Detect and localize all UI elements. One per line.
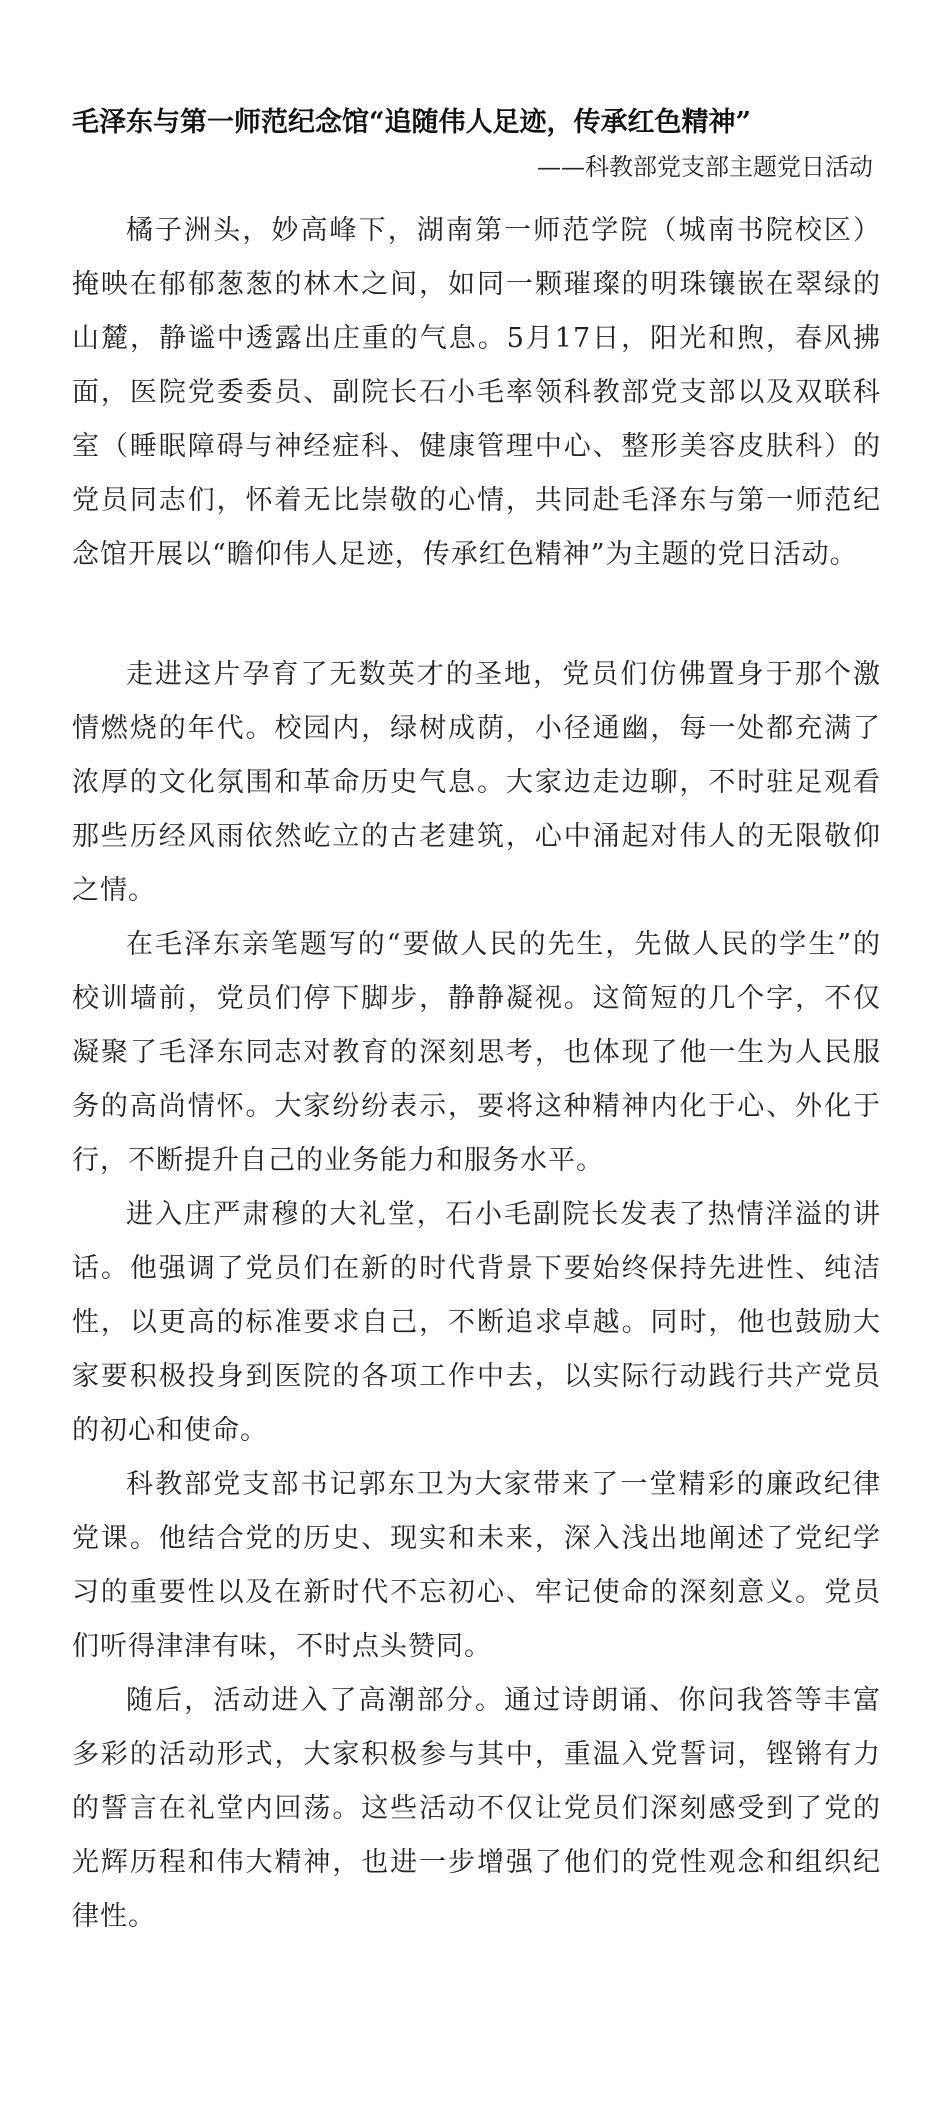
paragraph-intro: 橘子洲头，妙高峰下，湖南第一师范学院（城南书院校区）掩映在郁郁葱葱的林木之间，如同一颗璀璨的明珠镶嵌在翠绿的山麓，静谧中透露出庄重的气息。5月17日，阳光和煦，春风拂面，医院党委委员、副院长石小毛率领科教部党支部以及双联科室（睡眠障碍与神经症科、健康管理中心、整形美容皮肤科）的党员同志们，怀着无比崇敬的心情，共同赴毛泽东与第一师范纪念馆开展以“瞻仰伟人足迹，传承红色精神”为主题的党日活动。 xyxy=(72,215,881,570)
article-title: 毛泽东与第一师范纪念馆“追随伟人足迹，传承红色精神” xyxy=(72,107,752,138)
paragraph-campus: 走进这片孕育了无数英才的圣地，党员们仿佛置身于那个激情燃烧的年代。校园内，绿树成荫，小径通幽，每一处都充满了浓厚的文化氛围和革命历史气息。大家边走边聊，不时驻足观看那些历经风雨依然屹立的古老建筑，心中涌起对伟人的无限敬仰之情。 xyxy=(72,659,881,906)
article-subtitle: ——科教部党支部主题党日活动 xyxy=(537,153,873,181)
paragraph-climax: 随后，活动进入了高潮部分。通过诗朗诵、你问我答等丰富多彩的活动形式，大家积极参与其中，重温入党誓词，铿锵有力的誓言在礼堂内回荡。这些活动不仅让党员们深刻感受到了党的光辉历程和伟大精神，也进一步增强了他们的党性观念和组织纪律性。 xyxy=(72,1685,881,1932)
paragraph-party-lesson: 科教部党支部书记郭东卫为大家带来了一堂精彩的廉政纪律党课。他结合党的历史、现实和未来，深入浅出地阐述了党纪学习的重要性以及在新时代不忘初心、牢记使命的深刻意义。党员们听得津津有味，不时点头赞同。 xyxy=(72,1469,881,1662)
paragraph-motto-wall: 在毛泽东亲笔题写的“要做人民的先生，先做人民的学生”的校训墙前，党员们停下脚步，静静凝视。这简短的几个字，不仅凝聚了毛泽东同志对教育的深刻思考，也体现了他一生为人民服务的高尚情怀。大家纷纷表示，要将这种精神内化于心、外化于行，不断提升自己的业务能力和服务水平。 xyxy=(72,929,881,1176)
paragraph-auditorium: 进入庄严肃穆的大礼堂，石小毛副院长发表了热情洋溢的讲话。他强调了党员们在新的时代背景下要始终保持先进性、纯洁性，以更高的标准要求自己，不断追求卓越。同时，他也鼓励大家要积极投身到医院的各项工作中去，以实际行动践行共产党员的初心和使命。 xyxy=(72,1199,881,1446)
paragraph-gap xyxy=(72,582,881,648)
